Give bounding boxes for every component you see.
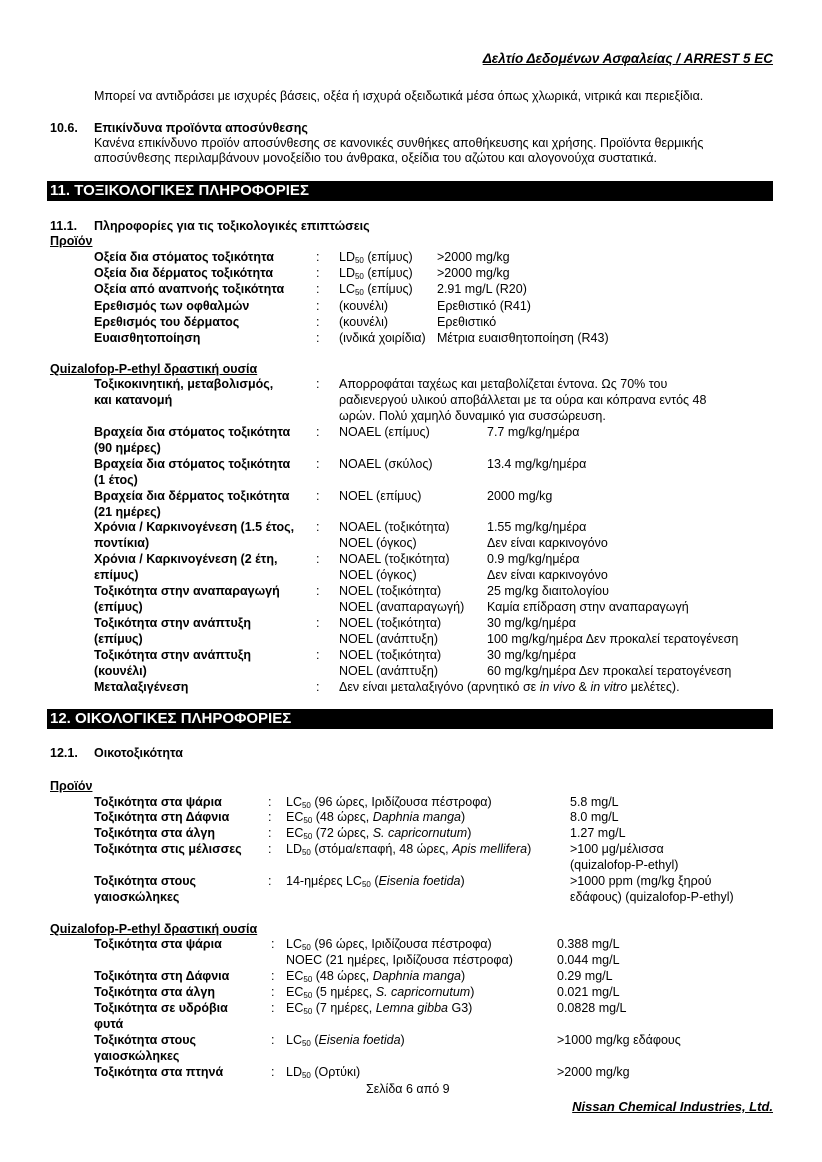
colon: : bbox=[316, 520, 320, 534]
test-value: 0.0828 mg/L bbox=[557, 1001, 627, 1015]
row-label: Τοξικότητα σε υδρόβια bbox=[94, 1001, 228, 1015]
row-label: Τοξικότητα στους bbox=[94, 1033, 197, 1047]
row-label: Χρόνια / Καρκινογένεση (1.5 έτος, bbox=[94, 520, 295, 534]
colon: : bbox=[316, 377, 320, 391]
test-method: $EC_{50}$ (72 ώρες, S. capricornutum) bbox=[286, 826, 472, 841]
test-value: 25 mg/kg διαιτολογίου bbox=[487, 584, 609, 598]
colon: : bbox=[271, 1033, 275, 1047]
row-label: (21 ημέρες) bbox=[94, 505, 161, 519]
colon: : bbox=[316, 616, 320, 630]
row-label: Ερεθισμός του δέρματος bbox=[94, 314, 240, 329]
test-value: 8.0 mg/L bbox=[570, 810, 619, 824]
test-method: $EC_{50}$ (5 ημέρες, S. capricornutum) bbox=[286, 985, 475, 1000]
test-method: NOAEL (επίμυς) bbox=[339, 425, 430, 439]
test-method: $LC_{50}$ (96 ώρες, Ιριδίζουσα πέστροφα) bbox=[286, 937, 492, 952]
colon: : bbox=[316, 425, 320, 439]
product-label: Προϊόν bbox=[50, 779, 93, 793]
active-substance-label: Quizalofop-P-ethyl δραστική ουσία bbox=[50, 922, 258, 936]
test-method: 14-ημέρες $LC_{50}$ (Eisenia foetida) bbox=[286, 874, 465, 889]
row-label: Χρόνια / Καρκινογένεση (2 έτη, bbox=[94, 552, 278, 566]
colon: : bbox=[316, 457, 320, 471]
subsection-title: Πληροφορίες για τις τοξικολογικές επιπτώσεις bbox=[94, 219, 370, 233]
row-label: (κουνέλι) bbox=[94, 664, 147, 678]
row-label: (επίμυς) bbox=[94, 632, 143, 646]
row-label: Οξεία δια στόματος τοξικότητα bbox=[94, 250, 274, 264]
colon: : bbox=[316, 331, 320, 345]
test-value: 7.7 mg/kg/ημέρα bbox=[487, 425, 580, 439]
row-label: Τοξικότητα στη Δάφνια bbox=[94, 969, 230, 983]
row-label: Βραχεία δια δέρματος τοξικότητα bbox=[94, 489, 290, 503]
product-label: Προϊόν bbox=[50, 234, 93, 248]
colon: : bbox=[316, 266, 320, 281]
row-label: επίμυς) bbox=[94, 568, 139, 582]
colon: : bbox=[268, 842, 272, 856]
test-method: NOEL (ανάπτυξη) bbox=[339, 632, 439, 646]
row-label: Τοξικότητα στα άλγη bbox=[94, 985, 215, 999]
test-value: 0.29 mg/L bbox=[557, 969, 613, 983]
row-label: φυτά bbox=[94, 1017, 124, 1031]
test-method: (ινδικά χοιρίδια) bbox=[339, 331, 426, 345]
test-method: (κουνέλι) bbox=[339, 298, 389, 313]
test-value: Δεν είναι καρκινογόνο bbox=[487, 536, 608, 550]
colon: : bbox=[268, 810, 272, 824]
test-method: $LD_{50}$ (στόμα/επαφή, 48 ώρες, Apis mellifera) bbox=[286, 842, 532, 857]
colon: : bbox=[271, 1065, 275, 1079]
page-number: Σελίδα 6 από 9 bbox=[366, 1082, 450, 1096]
test-value: 1.27 mg/L bbox=[570, 826, 626, 840]
row-label: Τοξικότητα στην ανάπτυξη bbox=[94, 616, 251, 630]
test-value: Καμία επίδραση στην αναπαραγωγή bbox=[487, 600, 689, 614]
test-value: Ερεθιστικό bbox=[437, 314, 497, 329]
row-label: Βραχεία δια στόματος τοξικότητα bbox=[94, 457, 291, 471]
row-label: Τοξικότητα στα ψάρια bbox=[94, 795, 222, 809]
row-label: Τοξικότητα στους bbox=[94, 874, 197, 888]
row-label: (επίμυς) bbox=[94, 600, 143, 614]
test-value: 100 mg/kg/ημέρα Δεν προκαλεί τερατογένεση bbox=[487, 632, 739, 646]
test-value: 2000 mg/kg bbox=[487, 489, 553, 503]
test-value: >2000 mg/kg bbox=[437, 266, 510, 281]
row-label: Τοξικότητα στη Δάφνια bbox=[94, 810, 230, 824]
row-label: Ευαισθητοποίηση bbox=[94, 331, 201, 345]
row-label: Τοξικότητα στα ψάρια bbox=[94, 937, 222, 951]
colon: : bbox=[316, 648, 320, 662]
test-method: $LC_{50}$ (Eisenia foetida) bbox=[286, 1033, 405, 1048]
row-label: Οξεία από αναπνοής τοξικότητα bbox=[94, 282, 285, 297]
test-value: >1000 mg/kg εδάφους bbox=[557, 1033, 681, 1047]
test-method: $LC_{50}$ (96 ώρες, Ιριδίζουσα πέστροφα) bbox=[286, 795, 492, 810]
colon: : bbox=[268, 874, 272, 888]
row-label: Οξεία δια δέρματος τοξικότητα bbox=[94, 266, 274, 281]
test-method: $LD_{50}$ (επίμυς) bbox=[339, 250, 413, 265]
subsection-number: 12.1. bbox=[50, 746, 78, 760]
test-value: 1.55 mg/kg/ημέρα bbox=[487, 520, 587, 534]
test-method: NOAEL (σκύλος) bbox=[339, 457, 433, 471]
company-name: Nissan Chemical Industries, Ltd. bbox=[572, 1099, 773, 1114]
colon: : bbox=[271, 1001, 275, 1015]
test-value: 30 mg/kg/ημέρα bbox=[487, 648, 576, 662]
test-value: >1000 ppm (mg/kg ξηρού bbox=[570, 874, 712, 888]
section-title: Επικίνδυνα προϊόντα αποσύνθεσης bbox=[94, 121, 308, 135]
test-method: NOEL (αναπαραγωγή) bbox=[339, 600, 465, 614]
test-value: 0.9 mg/kg/ημέρα bbox=[487, 552, 580, 566]
row-text: ραδιενεργού υλικού αποβάλλεται με τα ούρα και κόπρανα εντός 48 bbox=[339, 393, 707, 407]
row-label: (90 ημέρες) bbox=[94, 441, 161, 455]
test-value: Δεν είναι καρκινογόνο bbox=[487, 568, 608, 582]
colon: : bbox=[316, 680, 320, 694]
test-value: >2000 mg/kg bbox=[557, 1065, 630, 1079]
test-value: 0.388 mg/L bbox=[557, 937, 620, 951]
row-label: Βραχεία δια στόματος τοξικότητα bbox=[94, 425, 291, 439]
row-label: Μεταλαξιγένεση bbox=[94, 680, 189, 694]
row-label: και κατανομή bbox=[94, 393, 173, 407]
section-text: αποσύνθεσης περιλαμβάνουν μονοξείδιο του άνθρακα, οξείδια του αζώτου και αλογονούχα συστατικά. bbox=[94, 151, 657, 165]
test-value: >2000 mg/kg bbox=[437, 250, 510, 264]
colon: : bbox=[316, 552, 320, 566]
colon: : bbox=[271, 969, 275, 983]
test-method: NOEC (21 ημέρες, Ιριδίζουσα πέστροφα) bbox=[286, 953, 513, 967]
row-label: Τοξικοκινητική, μεταβολισμός, bbox=[94, 377, 274, 391]
subsection-number: 11.1. bbox=[50, 219, 78, 233]
mutagen-text: Δεν είναι μεταλαξιγόνο (αρνητικό σε in vivo & in vitro μελέτες). bbox=[339, 680, 680, 694]
test-method: NOAEL (τοξικότητα) bbox=[339, 552, 450, 566]
test-method: NOEL (ανάπτυξη) bbox=[339, 664, 439, 678]
active-substance-label: Quizalofop-P-ethyl δραστική ουσία bbox=[50, 362, 258, 376]
section-text: Κανένα επικίνδυνο προϊόν αποσύνθεσης σε κανονικές συνθήκες αποθήκευσης και χρήσης. Προϊόντα θερμικής bbox=[94, 136, 704, 150]
row-label: (1 έτος) bbox=[94, 473, 138, 487]
test-value: (quizalofop-P-ethyl) bbox=[570, 858, 679, 872]
row-text: ωρών. Πολύ χαμηλό δυναμικό για συσσώρευση. bbox=[339, 409, 606, 423]
row-label: Τοξικότητα στα πτηνά bbox=[94, 1065, 224, 1079]
colon: : bbox=[316, 250, 320, 264]
colon: : bbox=[268, 826, 272, 840]
test-method: NOAEL (τοξικότητα) bbox=[339, 520, 450, 534]
section-11-heading: 11. ΤΟΞΙΚΟΛΟΓΙΚΕΣ ΠΛΗΡΟΦΟΡΙΕΣ bbox=[47, 181, 773, 201]
test-method: NOEL (τοξικότητα) bbox=[339, 648, 442, 662]
section-12-heading: 12. ΟΙΚΟΛΟΓΙΚΕΣ ΠΛΗΡΟΦΟΡΙΕΣ bbox=[47, 709, 773, 729]
colon: : bbox=[271, 985, 275, 999]
test-method: $EC_{50}$ (48 ώρες, Daphnia manga) bbox=[286, 810, 466, 825]
test-value: εδάφους) (quizalofop-P-ethyl) bbox=[570, 890, 734, 904]
test-method: NOEL (τοξικότητα) bbox=[339, 616, 442, 630]
colon: : bbox=[316, 489, 320, 503]
test-method: $EC_{50}$ (48 ώρες, Daphnia manga) bbox=[286, 969, 466, 984]
test-value: 30 mg/kg/ημέρα bbox=[487, 616, 576, 630]
colon: : bbox=[316, 314, 320, 329]
row-label: Ερεθισμός των οφθαλμών bbox=[94, 298, 250, 313]
test-method: $LD_{50}$ (επίμυς) bbox=[339, 266, 413, 282]
colon: : bbox=[316, 298, 320, 313]
row-label: Τοξικότητα στην αναπαραγωγή bbox=[94, 584, 280, 598]
test-method: $LC_{50}$ (επίμυς) bbox=[339, 282, 413, 298]
colon: : bbox=[271, 937, 275, 951]
test-value: 13.4 mg/kg/ημέρα bbox=[487, 457, 587, 471]
test-method: NOEL (επίμυς) bbox=[339, 489, 422, 503]
test-method: $LD_{50}$ (Ορτύκι) bbox=[286, 1065, 361, 1080]
subsection-title: Οικοτοξικότητα bbox=[94, 746, 183, 760]
colon: : bbox=[268, 795, 272, 809]
test-value: Μέτρια ευαισθητοποίηση (R43) bbox=[437, 331, 609, 345]
colon: : bbox=[316, 282, 320, 297]
test-method: NOEL (όγκος) bbox=[339, 536, 417, 550]
test-method: (κουνέλι) bbox=[339, 314, 389, 329]
row-label: γαιοσκώληκες bbox=[94, 1049, 180, 1063]
row-label: Τοξικότητα στην ανάπτυξη bbox=[94, 648, 251, 662]
row-label: γαιοσκώληκες bbox=[94, 890, 180, 904]
section-number: 10.6. bbox=[50, 121, 78, 135]
row-label: Τοξικότητα στις μέλισσες bbox=[94, 842, 242, 856]
test-value: Ερεθιστικό (R41) bbox=[437, 298, 531, 313]
row-text: Απορροφάται ταχέως και μεταβολίζεται έντονα. Ως 70% του bbox=[339, 377, 668, 391]
document-title: Δελτίο Δεδομένων Ασφαλείας / ARREST 5 EC bbox=[482, 51, 773, 66]
test-value: 0.044 mg/L bbox=[557, 953, 620, 967]
colon: : bbox=[316, 584, 320, 598]
test-method: NOEL (τοξικότητα) bbox=[339, 584, 442, 598]
row-label: Τοξικότητα στα άλγη bbox=[94, 826, 215, 840]
test-value: 2.91 mg/L (R20) bbox=[437, 282, 527, 297]
test-value: 0.021 mg/L bbox=[557, 985, 620, 999]
test-method: NOEL (όγκος) bbox=[339, 568, 417, 582]
row-label: ποντίκια) bbox=[94, 536, 150, 550]
intro-line: Μπορεί να αντιδράσει με ισχυρές βάσεις, οξέα ή ισχυρά οξειδωτικά μέσα όπως χλωρικά, νιτρικά και περιεξίδια. bbox=[94, 89, 704, 103]
test-value: 60 mg/kg/ημέρα Δεν προκαλεί τερατογένεση bbox=[487, 664, 732, 678]
test-value: 5.8 mg/L bbox=[570, 795, 619, 809]
test-value: >100 μg/μέλισσα bbox=[570, 842, 664, 856]
test-method: $EC_{50}$ (7 ημέρες, Lemna gibba G3) bbox=[286, 1001, 473, 1016]
